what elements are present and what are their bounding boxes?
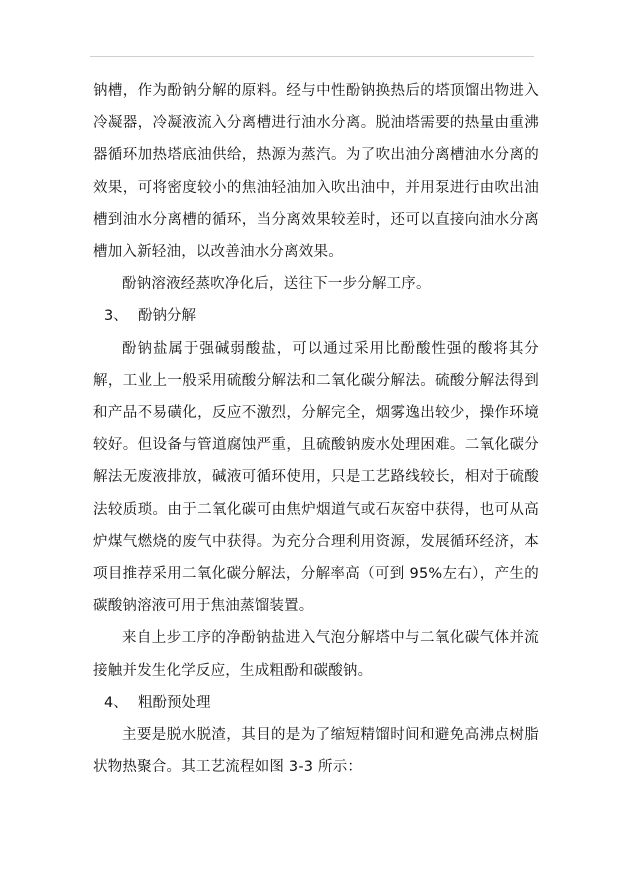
page-body [93, 75, 539, 783]
section-number: 4、 [104, 694, 128, 711]
paragraph-oil-separation: 钠槽，作为酚钠分解的原料。经与中性酚钠换热后的塔顶馏出物进入冷凝器，冷凝液流入分离槽进行油水分离。脱油塔需要的热量由重沸器循环加热塔底油供给，热源为蒸汽。为了吹出油分离槽油水分离的效果，可将密度较小的焦油轻油加入吹出油中，并用泵进行由吹出油槽到油水分离槽的循环，当分离效果较差时，还可以直接向油水分离槽加入新轻油，以改善油水分离效果。 [93, 83, 539, 261]
section-title: 酚钠分解 [138, 308, 196, 325]
section-heading-4 [93, 687, 539, 719]
header-divider [90, 56, 534, 57]
paragraph-purification: 酚钠溶液经蒸吹净化后，送往下一步分解工序。 [122, 276, 431, 293]
paragraph-pretreatment: 主要是脱水脱渣，其目的是为了缩短精馏时间和避免高沸点树脂状物热聚合。其工艺流程如图 3-3 所示： [93, 727, 539, 776]
paragraph-decomposition-methods: 酚钠盐属于强碱弱酸盐，可以通过采用比酚酸性强的酸将其分解，工业上一般采用硫酸分解法和二氧化碳分解法。硫酸分解法得到和产品不易磺化，反应不激烈，分解完全，烟雾逸出较少，操作环境较好。但设备与管道腐蚀严重，且硫酸钠废水处理困难。二氧化碳分解法无废液排放，碱液可循环使用，只是工艺路线较长，相对于硫酸法较质琐。由于二氧化碳可由焦炉烟道气或石灰窑中获得，也可从高炉煤气燃烧的废气中获得。为充分合理利用资源，发展循环经济，本项目推荐采用二氧化碳分解法，分解率高（可到 95%左右），产生的碳酸钠溶液可用于焦油蒸馏装置。 [93, 340, 539, 615]
paragraph-reaction: 来自上步工序的净酚钠盐进入气泡分解塔中与二氧化碳气体并流接触并发生化学反应，生成粗酚和碳酸钠。 [93, 630, 539, 679]
section-heading-3 [93, 300, 539, 332]
section-number: 3、 [104, 308, 128, 325]
section-title: 粗酚预处理 [138, 694, 211, 711]
